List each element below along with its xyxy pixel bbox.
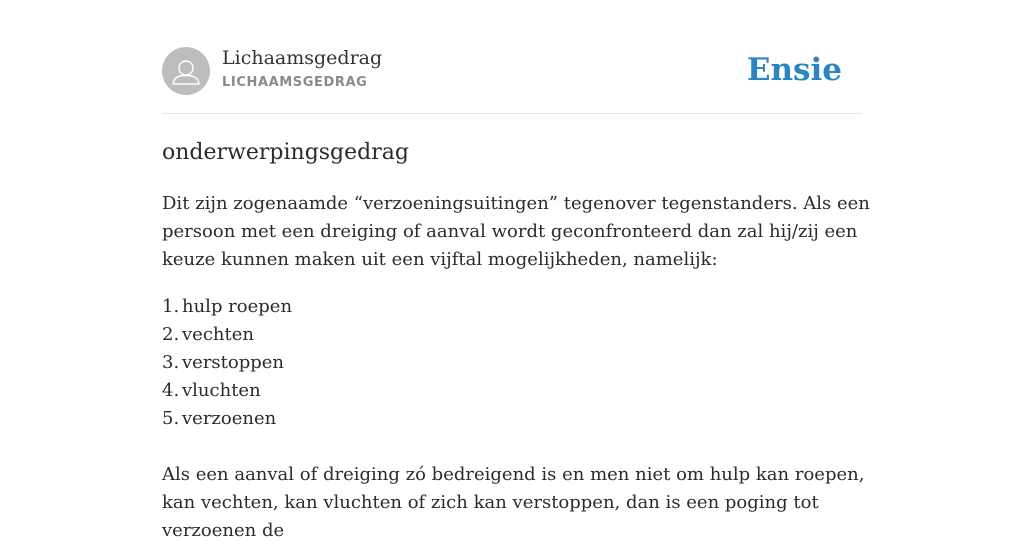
list-item: [162, 349, 292, 377]
list-item-text: vechten: [182, 324, 254, 345]
author-category[interactable]: LICHAAMSGEDRAG: [222, 75, 368, 90]
list-item: [162, 321, 292, 349]
user-icon: [162, 47, 210, 95]
list-number: 1.: [162, 296, 180, 317]
options-list: [162, 293, 292, 433]
body-paragraph: Als een aanval of dreiging zó bedreigend is en men niet om hulp kan roepen, kan vechten, kan vluchten of zich kan verstoppen, dan is een poging tot verzoenen de: [162, 464, 865, 541]
list-item-text: hulp roepen: [182, 296, 293, 317]
list-item: [162, 405, 292, 433]
ensie-logo[interactable]: Ensie: [746, 52, 842, 88]
author-name[interactable]: Lichaamsgedrag: [222, 47, 383, 69]
list-number: 5.: [162, 408, 180, 429]
list-number: 3.: [162, 352, 180, 373]
article-title: onderwerpingsgedrag: [162, 140, 409, 165]
list-item: [162, 293, 292, 321]
list-item: [162, 377, 292, 405]
list-item-text: verzoenen: [182, 408, 277, 429]
list-item-text: verstoppen: [182, 352, 285, 373]
article-header: [162, 46, 862, 114]
list-item-text: vluchten: [182, 380, 261, 401]
list-number: 2.: [162, 324, 180, 345]
intro-paragraph: Dit zijn zogenaamde “verzoeningsuitingen” tegenover tegenstanders. Als een persoon met een dreiging of aanval wordt geconfronteerd dan zal hij/zij een keuze kunnen maken uit een vijftal mogelijkheden, namelijk:: [162, 193, 870, 270]
list-number: 4.: [162, 380, 180, 401]
author-avatar[interactable]: [162, 47, 210, 95]
